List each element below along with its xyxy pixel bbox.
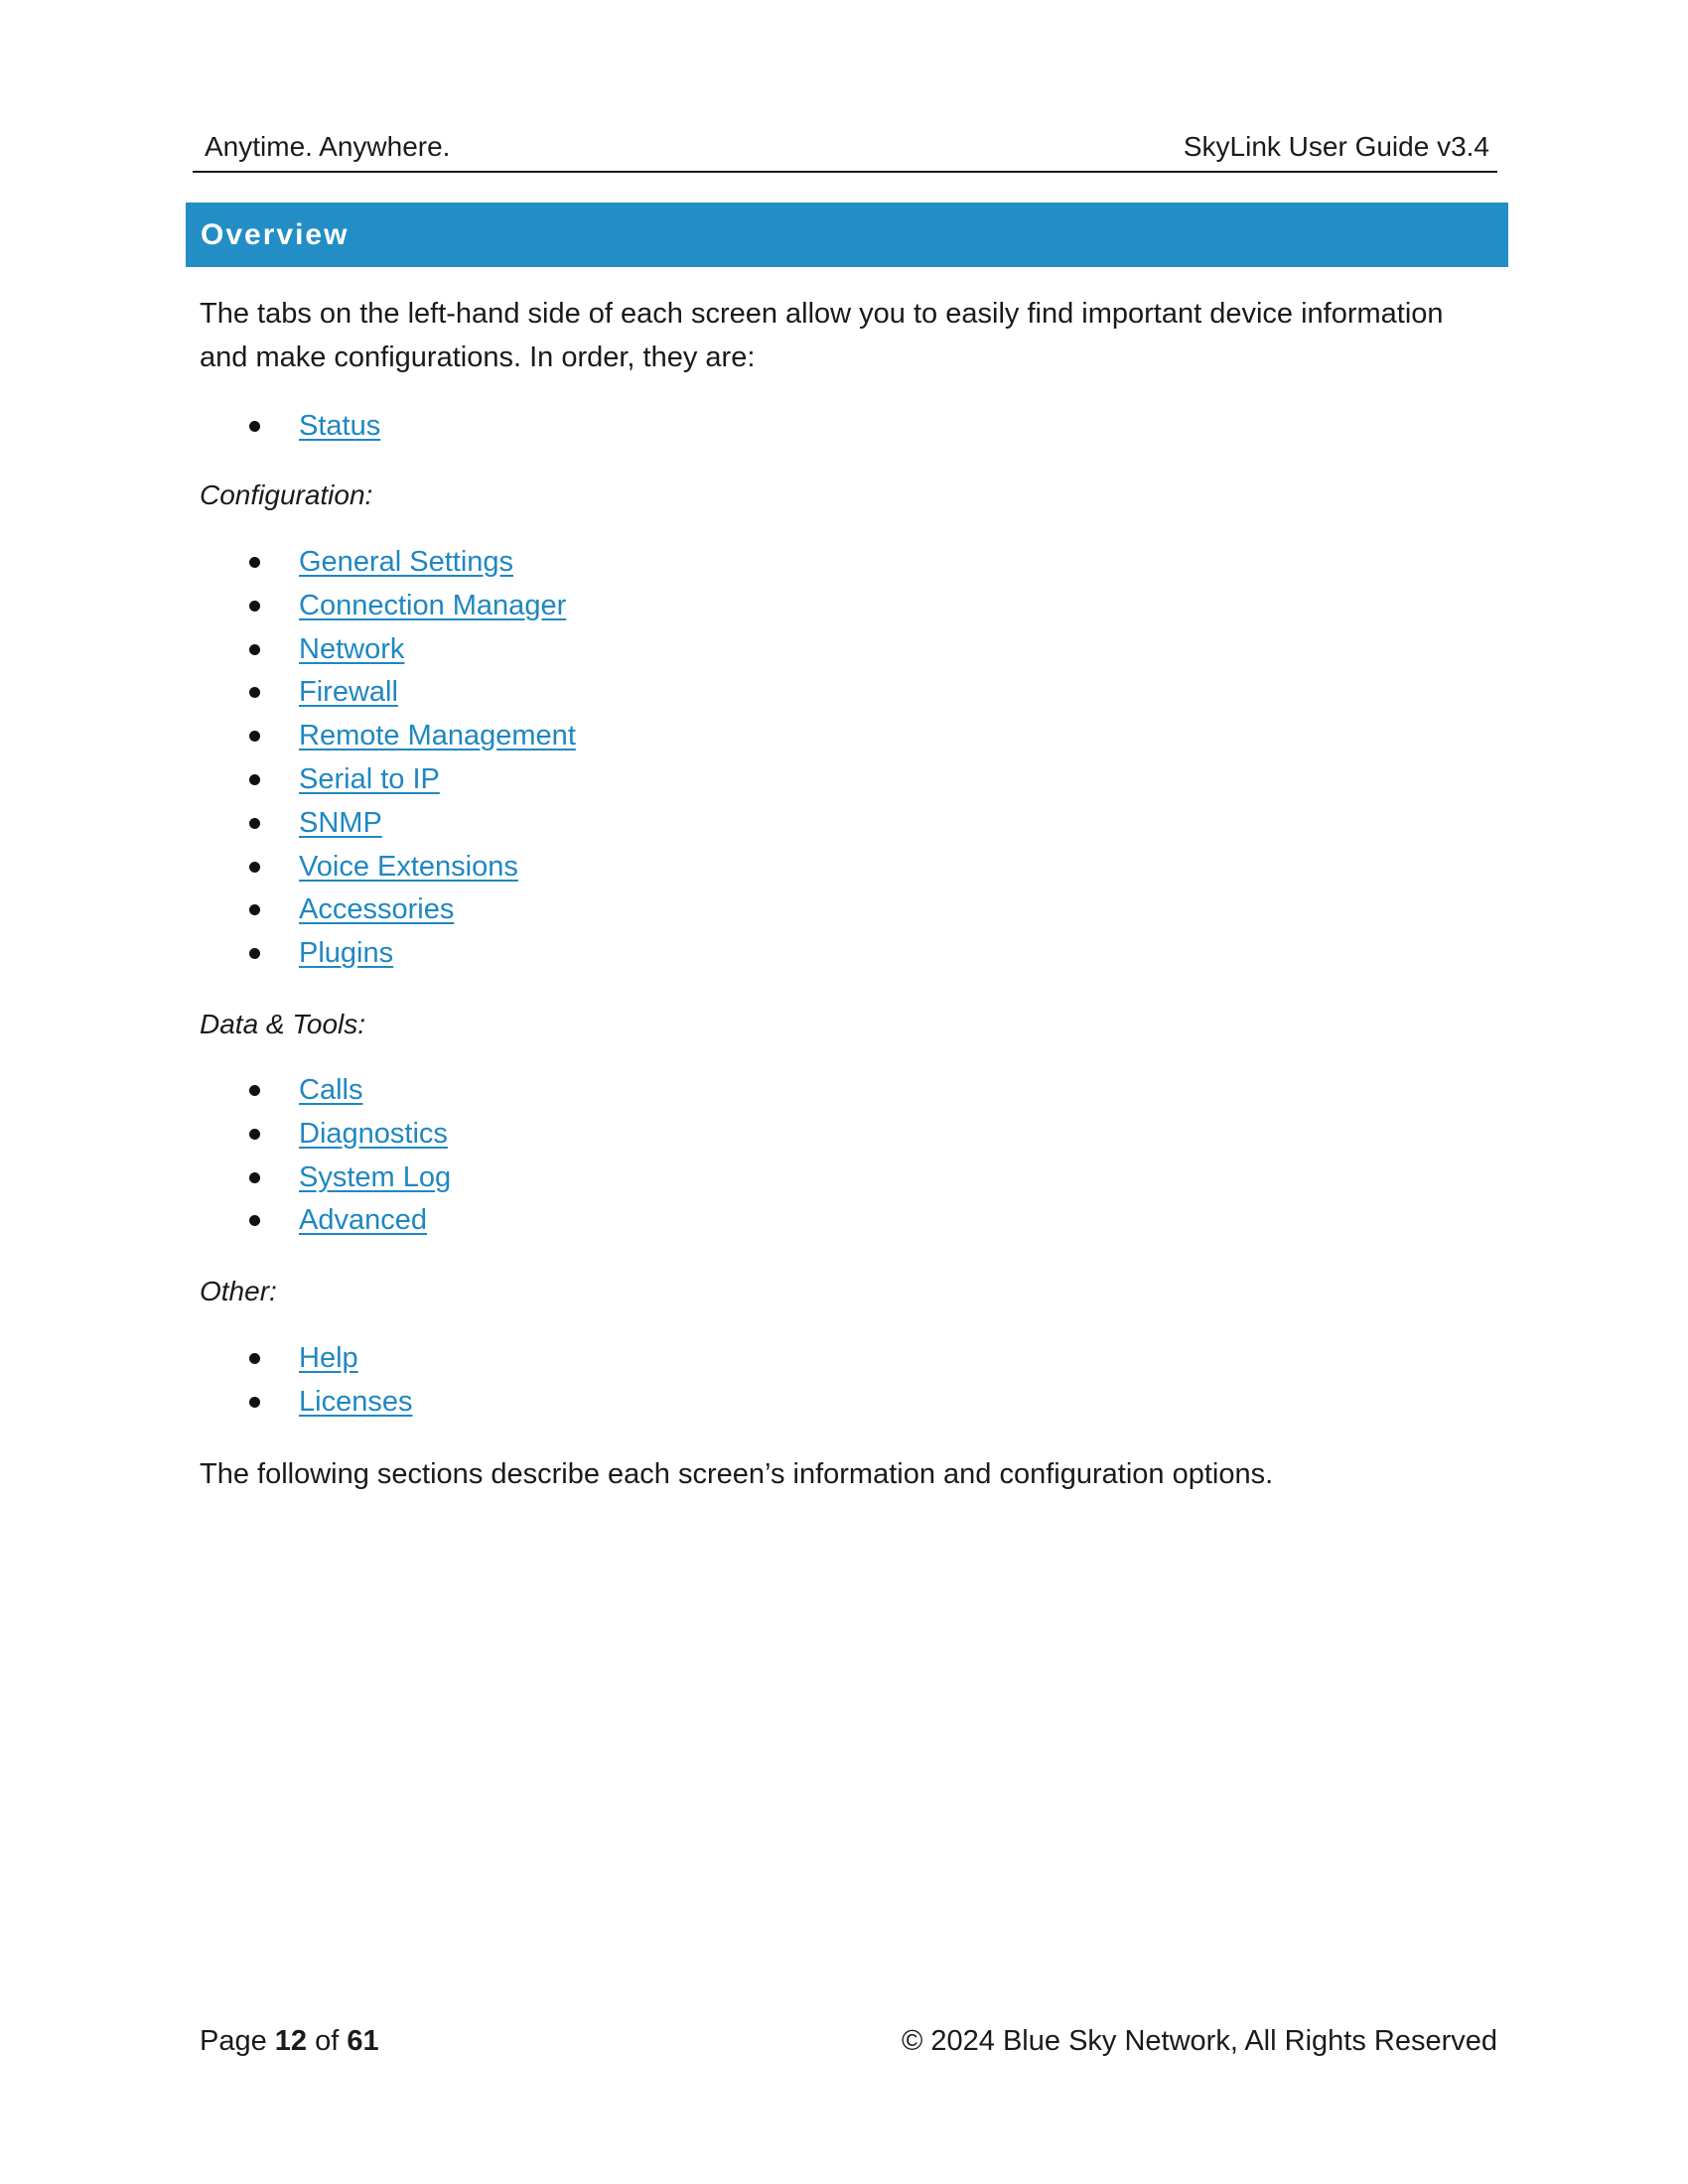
link-calls[interactable]: Calls: [299, 1074, 363, 1106]
bullet-icon: [249, 731, 260, 742]
section-heading-bar: [186, 203, 1508, 267]
header-doc-title: SkyLink User Guide v3.4: [1183, 131, 1489, 162]
page-prefix: Page: [200, 2025, 267, 2057]
bullet-icon: [249, 1172, 260, 1183]
bullet-icon: [249, 948, 260, 959]
bullet-icon: [249, 687, 260, 698]
page-current: 12: [274, 2025, 308, 2057]
bullet-icon: [249, 1353, 260, 1364]
group-label-data-tools: Data & Tools:: [200, 1009, 366, 1039]
bullet-icon: [249, 557, 260, 568]
link-advanced[interactable]: Advanced: [299, 1204, 427, 1237]
link-snmp[interactable]: SNMP: [299, 806, 382, 839]
link-remote-management[interactable]: Remote Management: [299, 720, 576, 752]
link-accessories[interactable]: Accessories: [299, 893, 455, 926]
page-of: of: [315, 2025, 340, 2057]
copyright-notice: © 2024 Blue Sky Network, All Rights Reserved: [901, 2025, 1497, 2057]
link-connection-manager[interactable]: Connection Manager: [299, 589, 567, 621]
bullet-icon: [249, 421, 260, 432]
bullet-icon: [249, 904, 260, 915]
bullet-icon: [249, 774, 260, 785]
closing-paragraph: The following sections describe each screen’s information and configuration options.: [200, 1458, 1274, 1490]
bullet-icon: [249, 1129, 260, 1140]
link-voice-extensions[interactable]: Voice Extensions: [299, 850, 518, 883]
bullet-icon: [249, 1397, 260, 1408]
header-tagline: Anytime. Anywhere.: [205, 131, 451, 162]
bullet-icon: [249, 1085, 260, 1096]
link-plugins[interactable]: Plugins: [299, 937, 394, 970]
page-total: 61: [347, 2025, 379, 2057]
group-label-configuration: Configuration:: [200, 479, 373, 510]
page-header: [193, 127, 1497, 173]
link-status[interactable]: Status: [299, 410, 381, 442]
link-help[interactable]: Help: [299, 1342, 358, 1374]
section-title: Overview: [201, 218, 350, 251]
link-diagnostics[interactable]: Diagnostics: [299, 1117, 448, 1150]
bullet-icon: [249, 1215, 260, 1226]
bullet-icon: [249, 818, 260, 829]
group-label-other: Other:: [200, 1276, 277, 1306]
intro-paragraph: The tabs on the left-hand side of each screen allow you to easily find important device information and make configurations. In order, they are:: [200, 298, 1444, 373]
link-firewall[interactable]: Firewall: [299, 676, 398, 709]
page-number: [200, 2021, 379, 2061]
bullet-icon: [249, 862, 260, 873]
link-serial-to-ip[interactable]: Serial to IP: [299, 762, 440, 795]
link-system-log[interactable]: System Log: [299, 1160, 452, 1193]
link-general-settings[interactable]: General Settings: [299, 546, 514, 578]
link-licenses[interactable]: Licenses: [299, 1385, 413, 1418]
link-network[interactable]: Network: [299, 632, 405, 665]
bullet-icon: [249, 601, 260, 612]
bullet-icon: [249, 644, 260, 655]
